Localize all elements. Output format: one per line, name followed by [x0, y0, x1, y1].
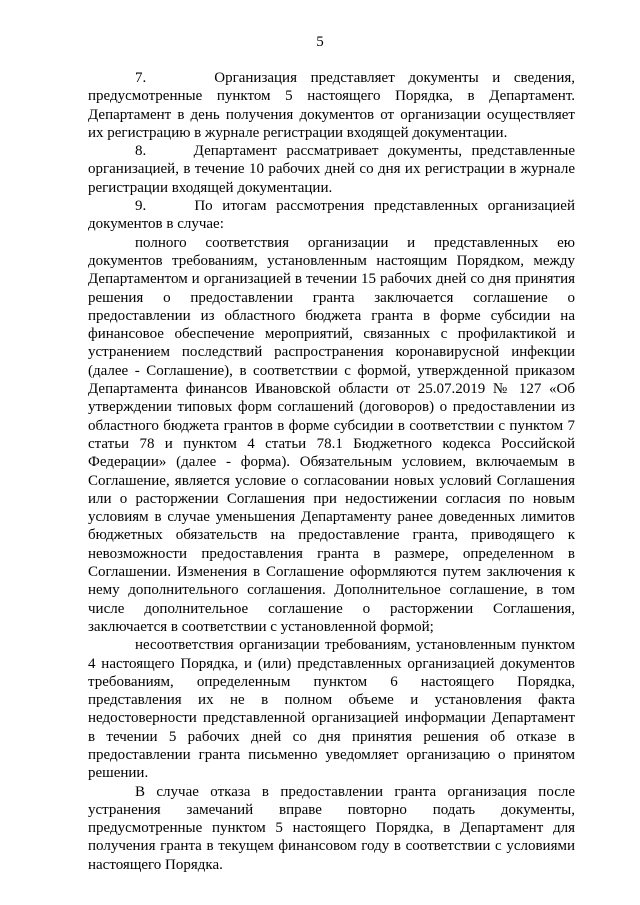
paragraph-item-7: 7. Организация представляет документы и сведения, предусмотренные пунктом 5 настоящего Порядка, в Департамент. Департамент в день получения документов от организации осуществляет их регистрацию в журнале регистрации входящей документации.	[88, 70, 575, 141]
paragraph-item-8: 8. Департамент рассматривает документы, представленные организацией, в течение 10 рабочих дней со дня их регистрации в журнале регистрации входящей документации.	[88, 143, 575, 196]
paragraph-non-compliance: несоответствия организации требованиям, установленным пунктом 4 настоящего Порядка, и (или) представленных организацией документов требованиям, определенным пунктом 6 настоящего Порядка, представления их не в полном объеме и установления факта недостоверности представленной организацией информации Департамент в течении 5 рабочих дней со дня принятия решения об отказе в предоставлении гранта письменно уведомляет организацию о принятом решении.	[88, 637, 575, 782]
paragraph-full-compliance: полного соответствия организации и представленных ею документов требованиям, установленным настоящим Порядком, между Департаментом и организацией в течении 15 рабочих дней со дня принятия решения о предоставлении гранта заключается соглашение о предоставлении из областного бюджета гранта в форме субсидии на финансовое обеспечение мероприятий, связанных с профилактикой и устранением последствий распространения коронавирусной инфекции (далее - Соглашение), в соответствии с формой, утвержденной приказом Департамента финансов Ивановской области от 25.07.2019 № 127 «Об утверждении типовых форм соглашений (договоров) о предоставлении из областного бюджета грантов в форме субсидии в соответствии с пунктом 7 статьи 78 и пунктом 4 статьи 78.1 Бюджетного кодекса Российской Федерации» (далее - форма). Обязательным условием, включаемым в Соглашение, является условие о согласовании новых условий Соглашения или о расторжении Соглашения при недостижении согласия по новым условиям в случае уменьшения Департаменту ранее доведенных лимитов бюджетных обязательств на предоставление гранта, приводящего к невозможности предоставления гранта в размере, определенном в Соглашении. Изменения в Соглашение оформляются путем заключения к нему дополнительного соглашения. Дополнительное соглашение, в том числе дополнительное соглашение о расторжении Соглашения, заключается в соответствии с установленной формой;	[88, 234, 575, 635]
page-number: 5	[316, 34, 324, 50]
paragraph-item-9: 9. По итогам рассмотрения представленных организацией документов в случае:	[88, 198, 575, 233]
paragraph-refusal: В случае отказа в предоставлении гранта организация после устранения замечаний вправе повторно подать документы, предусмотренные пунктом 5 настоящего Порядка, в Департамент для получения гранта в текущем финансовом году в соответствии с условиями настоящего Порядка.	[88, 783, 575, 873]
document-body	[88, 69, 575, 874]
